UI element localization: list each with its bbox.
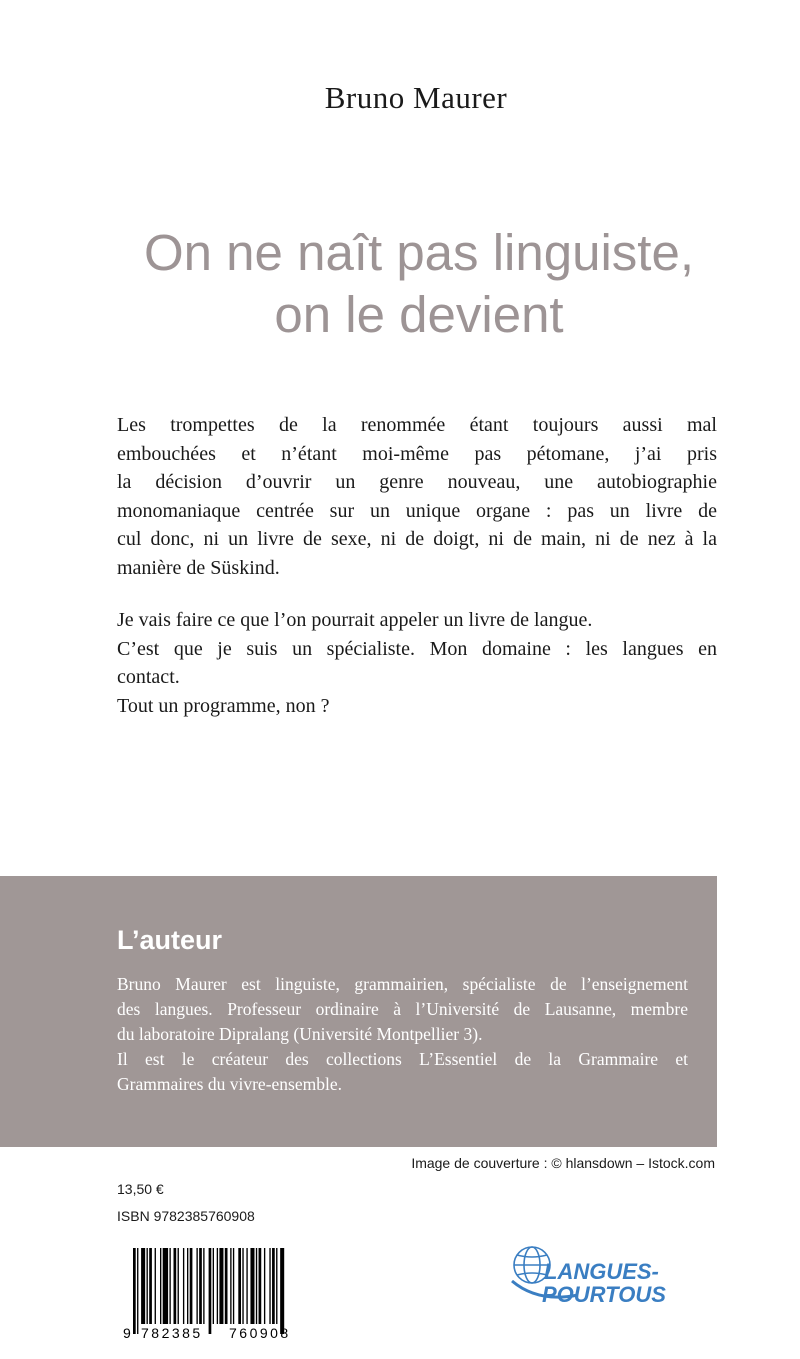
barcode-bar (238, 1248, 241, 1324)
barcode-group-right: 760908 (229, 1325, 291, 1341)
barcode-bar (133, 1248, 136, 1334)
barcode-bar (217, 1248, 218, 1324)
bio-line: du laboratoire Dipralang (Université Montpellier 3). (117, 1024, 483, 1044)
barcode-bar (250, 1248, 254, 1324)
logo-line-2: POURTOUS (542, 1282, 666, 1307)
barcode-bar (280, 1248, 284, 1334)
barcode-digit-first: 9 (123, 1325, 131, 1341)
barcode-bar (196, 1248, 197, 1324)
barcode-bar (259, 1248, 262, 1324)
barcode-bar (256, 1248, 257, 1324)
cover-image-credit: Image de couverture : © hlansdown – Istock.com (411, 1155, 715, 1171)
logo-line-1: LANGUES- (544, 1259, 659, 1284)
barcode-bar (147, 1248, 148, 1324)
blurb-line: Tout un programme, non ? (117, 694, 330, 717)
barcode-bar (141, 1248, 145, 1324)
barcode-bar (199, 1248, 202, 1324)
barcode-bar (178, 1248, 179, 1324)
blurb-paragraph-2 (117, 606, 717, 720)
blurb-line: Je vais faire ce que l’on pourrait appeler un livre de langue. (117, 609, 593, 631)
blurb-line: monomaniaque centrée sur un unique organe : pas un livre de (117, 499, 717, 522)
barcode-bar (225, 1248, 228, 1324)
bio-line: Il est le créateur des collections L’Essentiel de la Grammaire et (117, 1049, 688, 1069)
title-line-2: on le devient (274, 286, 564, 343)
barcode (119, 1246, 319, 1342)
author-name: Bruno Maurer (324, 80, 508, 115)
barcode-bar (203, 1248, 204, 1324)
barcode-bar (246, 1248, 247, 1324)
book-title (84, 222, 754, 346)
barcode-bar (149, 1248, 152, 1324)
barcode-bar (137, 1248, 138, 1334)
barcode-bar (190, 1248, 193, 1324)
isbn: ISBN 9782385760908 (117, 1208, 255, 1224)
author-bio-text (117, 972, 688, 1097)
barcode-bar (233, 1248, 234, 1324)
bio-line: Bruno Maurer est linguiste, grammairien, spécialiste de l’enseignement (117, 974, 688, 994)
barcode-bar (272, 1248, 275, 1324)
blurb-line: manière de Süskind. (117, 556, 280, 579)
blurb-paragraph-1 (117, 411, 717, 582)
blurb-line: C’est que je suis un spécialiste. Mon domaine : les langues en (117, 637, 717, 660)
barcode-bar (269, 1248, 270, 1324)
barcode-bar (163, 1248, 168, 1324)
price: 13,50 € (117, 1181, 164, 1197)
barcode-bar (209, 1248, 212, 1334)
publisher-logo (508, 1243, 698, 1318)
title-line-1: On ne naît pas linguiste, (143, 224, 695, 281)
barcode-bar (187, 1248, 188, 1324)
blurb-line: cul donc, ni un livre de sexe, ni de doigt, ni de main, ni de nez à la (117, 528, 717, 550)
blurb-line: Les trompettes de la renommée étant toujours aussi mal (117, 414, 717, 436)
barcode-bar (155, 1248, 156, 1324)
barcode-bar (219, 1248, 223, 1324)
barcode-bar (213, 1248, 214, 1324)
blurb-line: embouchées et n’étant moi-même pas pétomane, j’ai pris (117, 442, 717, 465)
author-bio-heading: L’auteur (117, 925, 223, 955)
blurb-line: contact. (117, 666, 180, 688)
bio-line: des langues. Professeur ordinaire à l’Université de Lausanne, membre (117, 999, 688, 1019)
back-cover-blurb (117, 411, 717, 744)
barcode-bar (169, 1248, 170, 1324)
barcode-bar (174, 1248, 177, 1324)
blurb-line: la décision d’ouvrir un genre nouveau, une autobiographie (117, 471, 717, 493)
barcode-bar (242, 1248, 243, 1324)
barcode-bar (183, 1248, 184, 1324)
barcode-bar (160, 1248, 161, 1324)
barcode-bar (276, 1248, 277, 1324)
barcode-group-left: 782385 (141, 1325, 203, 1341)
bio-line: Grammaires du vivre-ensemble. (117, 1074, 342, 1094)
barcode-bar (264, 1248, 265, 1324)
barcode-bar (230, 1248, 231, 1324)
